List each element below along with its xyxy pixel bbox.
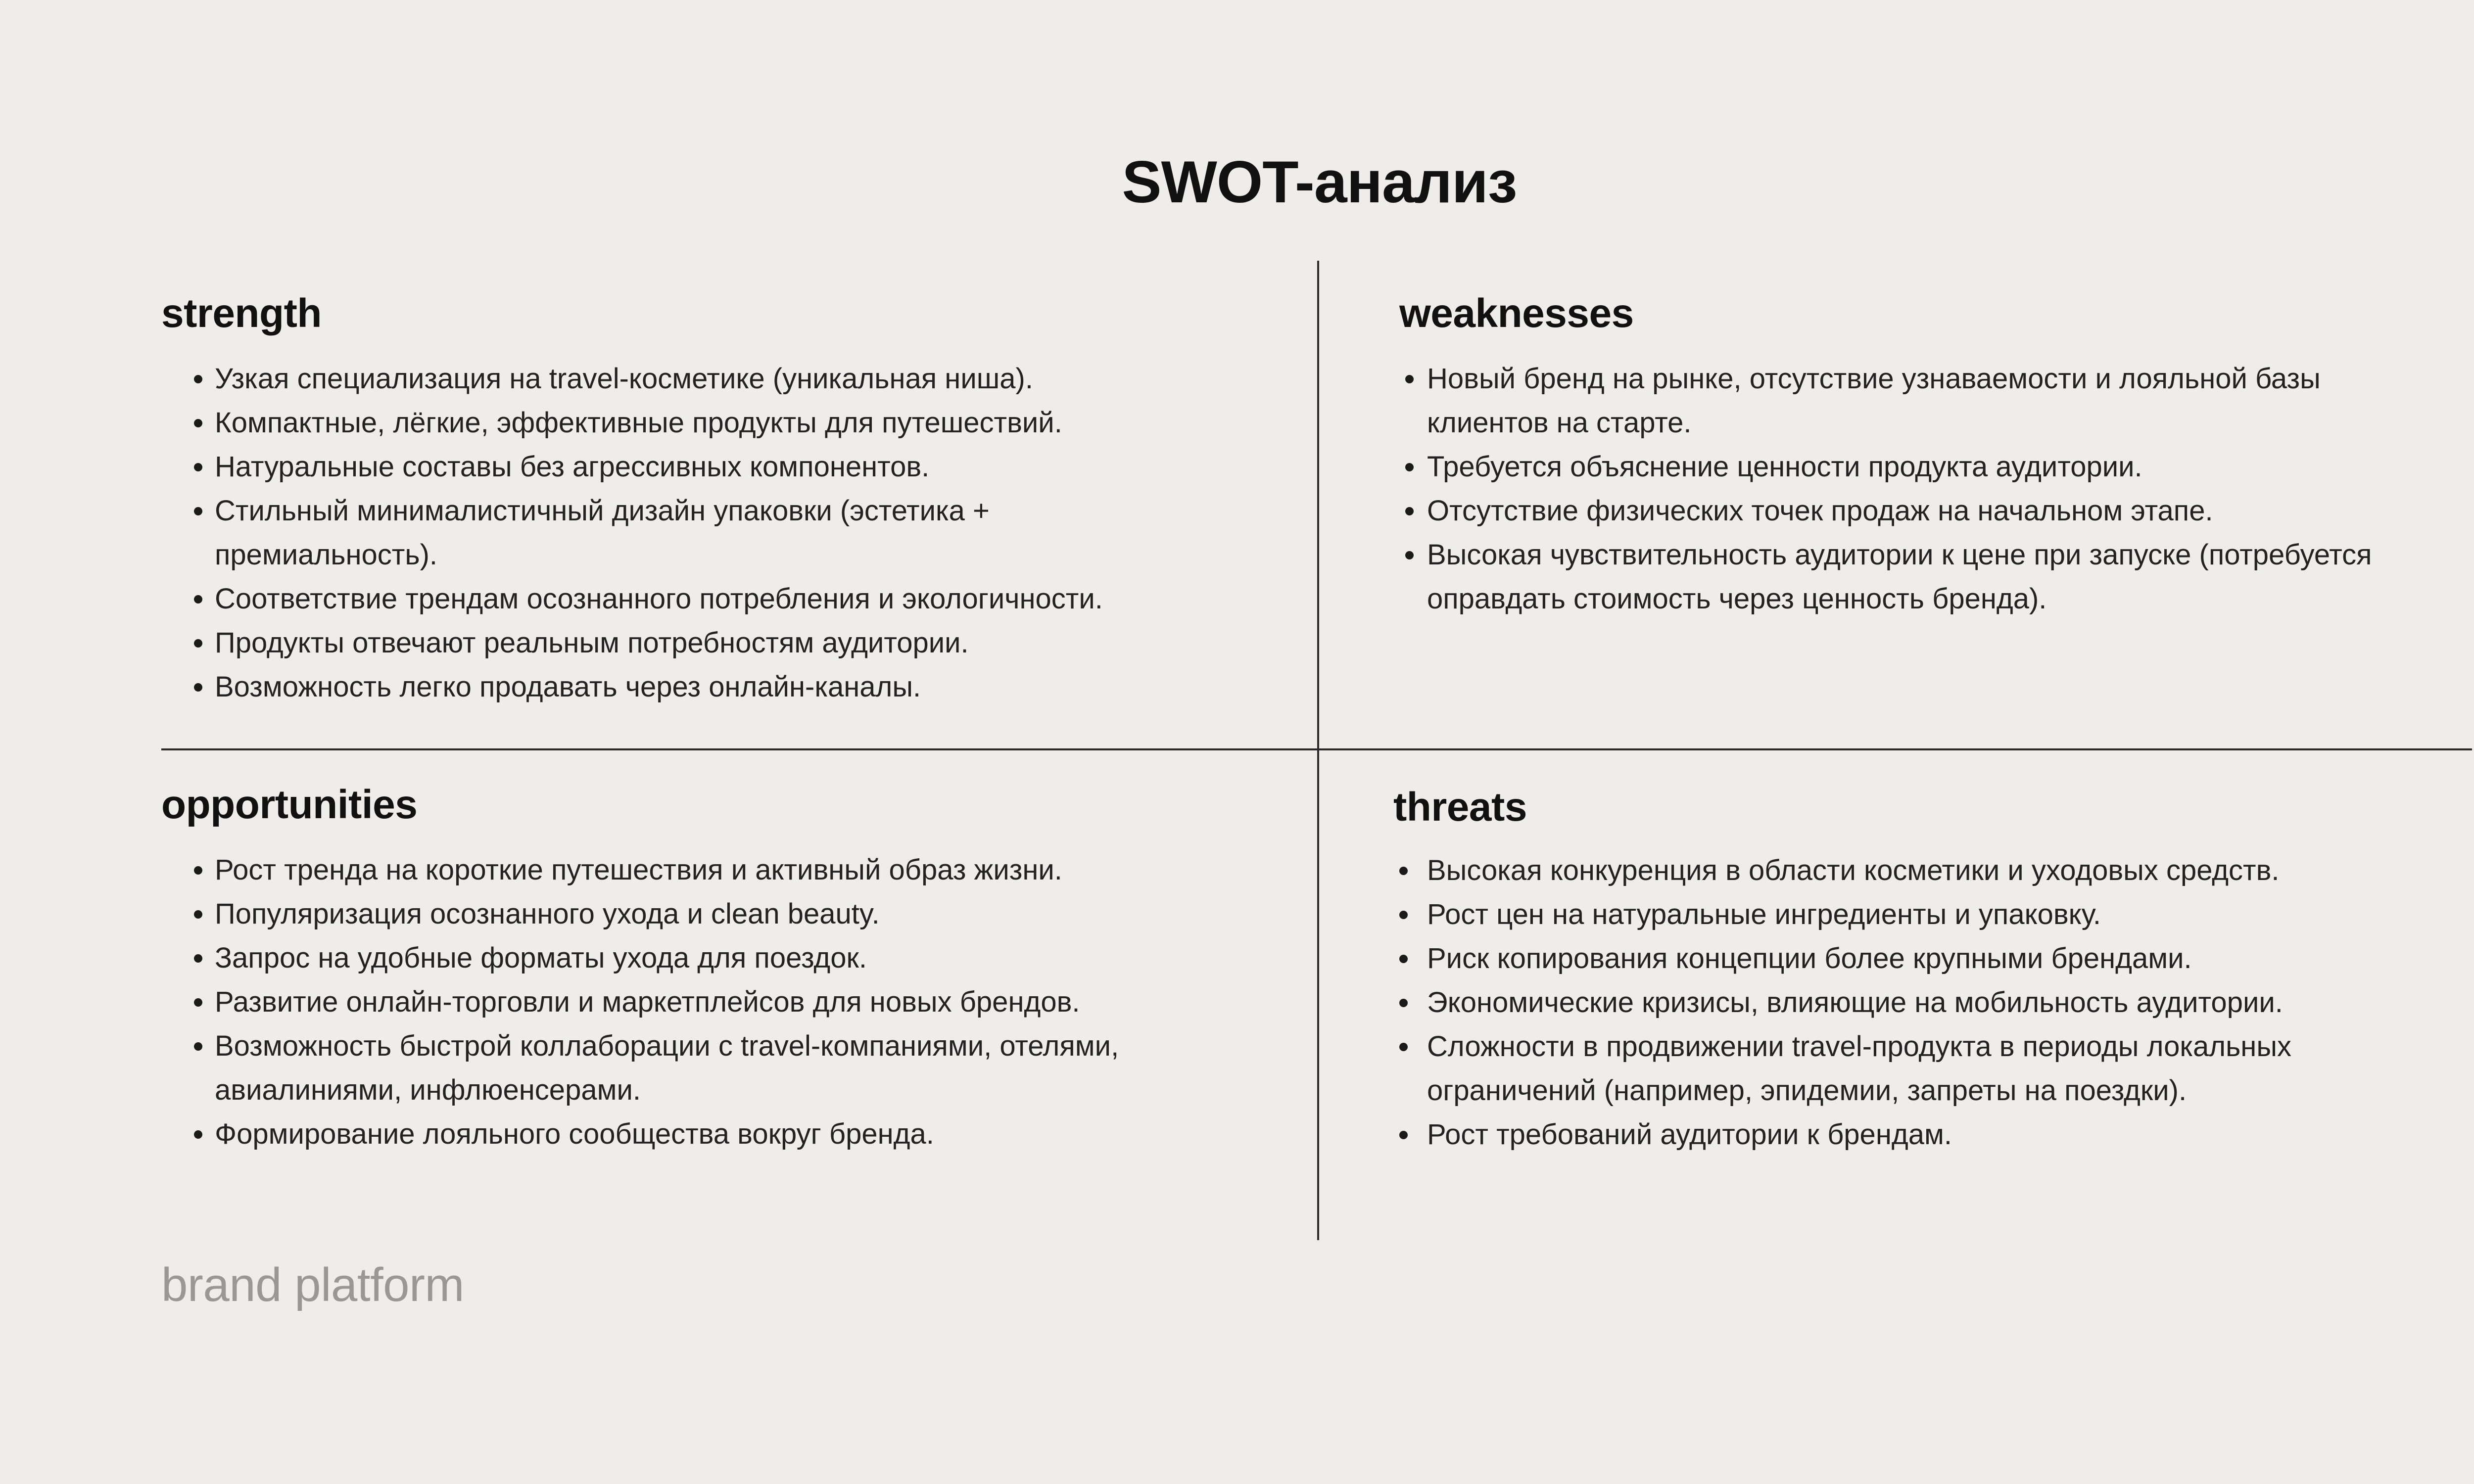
list-item: Узкая специализация на travel-косметике (уникальная ниша). (161, 357, 1275, 401)
list-item: Возможность легко продавать через онлайн-каналы. (161, 665, 1275, 709)
list-item: Натуральные составы без агрессивных компонентов. (161, 445, 1275, 489)
list-item: Рост требований аудитории к брендам. (1393, 1113, 2462, 1157)
opportunities-list (161, 848, 1275, 1156)
footer-brand-text: brand platform (161, 1258, 464, 1311)
strength-heading: strength (161, 291, 322, 336)
page-title: SWOT-анализ (1122, 149, 1517, 215)
list-item: Формирование лояльного сообщества вокруг бренда. (161, 1112, 1275, 1156)
threats-list (1393, 848, 2462, 1157)
strength-list (161, 357, 1275, 709)
quadrant-threats (1393, 783, 2462, 1157)
threats-heading: threats (1393, 785, 1527, 830)
vertical-divider (1317, 261, 1319, 1240)
opportunities-heading: opportunities (161, 782, 418, 827)
list-item: Развитие онлайн-торговли и маркетплейсов для новых брендов. (161, 980, 1275, 1024)
list-item: Компактные, лёгкие, эффективные продукты для путешествий. (161, 401, 1275, 445)
list-item: Популяризация осознанного ухода и clean beauty. (161, 892, 1275, 936)
list-item: Стильный минималистичный дизайн упаковки (эстетика + премиальность). (161, 489, 1135, 577)
list-item: Продукты отвечают реальным потребностям аудитории. (161, 621, 1275, 665)
list-item: Новый бренд на рынке, отсутствие узнаваемости и лояльной базы клиентов на старте. (1399, 357, 2357, 445)
list-item: Рост тренда на короткие путешествия и активный образ жизни. (161, 848, 1275, 892)
list-item: Высокая конкуренция в области косметики и уходовых средств. (1393, 848, 2462, 892)
list-item: Запрос на удобные форматы ухода для поездок. (161, 936, 1275, 980)
list-item: Высокая чувствительность аудитории к цене при запуске (потребуется оправдать стоимость через ценность бренда). (1399, 533, 2446, 621)
quadrant-strength (161, 289, 1275, 709)
quadrant-opportunities (161, 781, 1275, 1156)
horizontal-divider (161, 748, 2472, 750)
weaknesses-list (1399, 357, 2463, 621)
list-item: Сложности в продвижении travel-продукта в периоды локальных ограничений (например, эпидемии, запреты на поездки). (1393, 1024, 2397, 1113)
list-item: Риск копирования концепции более крупными брендами. (1393, 936, 2462, 980)
list-item: Отсутствие физических точек продаж на начальном этапе. (1399, 489, 2463, 533)
list-item: Возможность быстрой коллаборации с travel-компаниями, отелями, авиалиниями, инфлюенсерами. (161, 1024, 1135, 1112)
quadrant-weaknesses (1399, 289, 2463, 621)
list-item: Рост цен на натуральные ингредиенты и упаковку. (1393, 892, 2462, 936)
list-item: Требуется объяснение ценности продукта аудитории. (1399, 445, 2463, 489)
list-item: Соответствие трендам осознанного потребления и экологичности. (161, 577, 1275, 621)
weaknesses-heading: weaknesses (1399, 291, 1634, 336)
list-item: Экономические кризисы, влияющие на мобильность аудитории. (1393, 980, 2462, 1024)
